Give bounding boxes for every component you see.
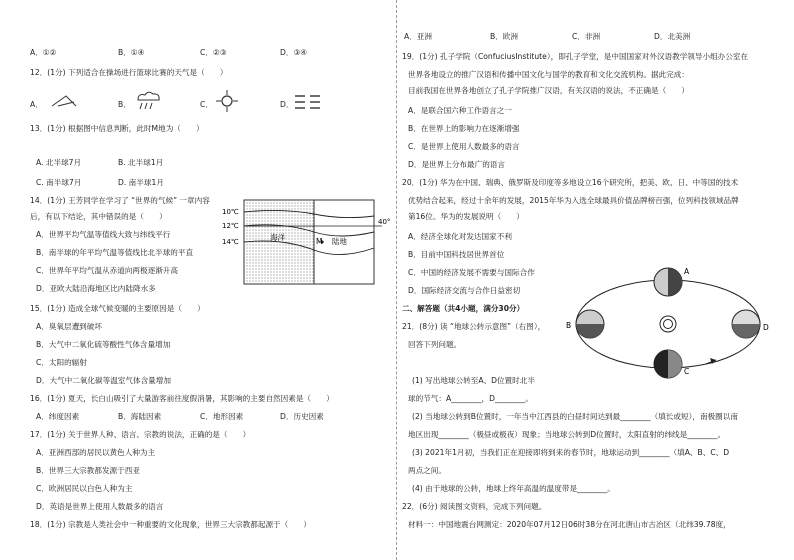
q16-option-a: A．纬度因素 xyxy=(36,412,80,421)
q17-option-b: B．世界三大宗教都发源于西亚 xyxy=(36,466,140,475)
q21-sub2-line2: 地区出现________（极昼或极夜）现象；当地球公转到D位置时，太阳直射的纬线是________。 xyxy=(408,430,726,439)
q19-option-a: A．是联合国六种工作语言之一 xyxy=(408,106,512,115)
earth-d xyxy=(732,310,760,338)
q11-option-d: D．③④ xyxy=(280,48,308,57)
q19-option-c: C．是世界上使用人数最多的语言 xyxy=(408,142,520,151)
q16-stem: 16．(1分) 夏天，长白山吸引了大量游客前往度假消暑，其影响的主要自然因素是（ ） xyxy=(30,394,334,403)
q22-stem: 22．(6分) 阅读图文资料，完成下列问题。 xyxy=(402,502,547,511)
q18-option-d: D．北美洲 xyxy=(654,32,691,41)
q21-stem-line1: 21．(8分) 读 “地球公转示意图”（右图）， xyxy=(402,322,546,331)
q12-option-d: D． xyxy=(280,100,294,109)
orbit-label-a: A xyxy=(684,267,690,276)
q21-sub3-line2: 两点之间。 xyxy=(408,466,446,475)
q13-option-c: C. 南半球7月 xyxy=(36,178,82,187)
q14-stem-line2: 后，有以下结论，其中错误的是（ ） xyxy=(30,212,167,221)
q11-option-b: B．①④ xyxy=(118,48,145,57)
isotherm-map xyxy=(222,196,394,288)
earth-c xyxy=(654,350,682,378)
q21-sub3-line1: (3) 2021年1月初，当我们正在迎接即将到来的春节时，地球运动到________（填A、B、C、D xyxy=(412,448,730,457)
orbit-label-b: B xyxy=(566,321,572,330)
q17-option-c: C．欧洲居民以白色人种为主 xyxy=(36,484,133,493)
q20-option-d: D．国际经济交流与合作日益密切 xyxy=(408,286,521,295)
q15-option-b: B．大气中二氧化硫等酸性气体含量增加 xyxy=(36,340,171,349)
column-divider xyxy=(396,0,397,560)
q21-stem-line2: 回答下列问题。 xyxy=(408,340,462,349)
q18-stem: 18．(1分) 宗教是人类社会中一种重要的文化现象，世界三大宗教都起源于（ ） xyxy=(30,520,312,529)
q15-option-d: D．大气中二氧化碳等温室气体含量增加 xyxy=(36,376,171,385)
q13-stem: 13．(1分) 根据图中信息判断，此时M地为（ ） xyxy=(30,124,204,133)
label-14c: 14℃ xyxy=(222,238,239,246)
q21-sub2-line1: (2) 当地球公转到B位置时，一年当中江西县的白昼时间达到最________（填长或短），南极圈以南 xyxy=(412,412,738,421)
q19-stem-line3: 目前我国在世界各地创立了孔子学院推广汉语，有关汉语的说法，不正确是（ ） xyxy=(408,86,689,95)
q18-option-a: A．亚洲 xyxy=(404,32,432,41)
q16-option-d: D．历史因素 xyxy=(280,412,324,421)
q14-stem-line1: 14．(1分) 王芳同学在学习了 “世界的气候” 一章内容 xyxy=(30,196,210,205)
q15-option-c: C．太阳的辐射 xyxy=(36,358,87,367)
q20-stem-line3: 第16位。华为的发展说明（ ） xyxy=(408,212,524,221)
q18-option-b: B．欧洲 xyxy=(490,32,518,41)
section-2-heading: 二、解答题（共4小题，满分30分） xyxy=(402,304,525,313)
q16-option-b: B．海陆因素 xyxy=(118,412,162,421)
rain-cloud-icon xyxy=(134,90,162,112)
q12-stem: 12．(1分) 下列适合在操场进行篮球比赛的天气是（ ） xyxy=(30,68,228,77)
q21-sub1-line1: (1) 写出地球公转至A、D位置时北半 xyxy=(412,376,535,385)
q13-option-b: B. 北半球1月 xyxy=(118,158,164,167)
material-1: 材料一：中国地震台网测定：2020年07月12日06时38分在河北唐山市古冶区（北纬39.78度， xyxy=(408,520,731,529)
q14-option-d: D．亚欧大陆沿海地区比内陆降水多 xyxy=(36,284,156,293)
q19-stem-line2: 世界各地设立的推广汉语和传播中国文化与国学的教育和文化交流机构。据此完成： xyxy=(408,70,689,79)
q12-option-a: A． xyxy=(30,100,43,109)
q21-sub4: (4) 由于地球的公转，地球上终年高温的温度带是________。 xyxy=(412,484,616,493)
q17-option-d: D．英语是世界上使用人数最多的语言 xyxy=(36,502,164,511)
q17-option-a: A．亚洲西部的居民以黄色人种为主 xyxy=(36,448,156,457)
label-sea: 海洋 xyxy=(270,233,285,242)
q12-option-c: C． xyxy=(200,100,213,109)
q20-option-a: A．经济全球化对发达国家不利 xyxy=(408,232,512,241)
q16-option-c: C．地形因素 xyxy=(200,412,244,421)
label-land: 陆地 xyxy=(332,237,347,246)
q20-option-b: B．目前中国科技居世界首位 xyxy=(408,250,505,259)
q18-option-c: C．非洲 xyxy=(572,32,601,41)
label-40deg: 40° xyxy=(378,218,391,226)
q20-stem-line1: 20．(1分) 华为在中国、瑞典、俄罗斯及印度等多地设立16个研究所，把美、欧、日、中等国的技术 xyxy=(402,178,739,187)
q15-stem: 15．(1分) 造成全球气候变暖的主要原因是（ ） xyxy=(30,304,205,313)
q19-stem-line1: 19．(1分) 孔子学院（ConfuciusInstitute），即孔子学堂，是中国国家对外汉语教学领导小组办公室在 xyxy=(402,52,749,61)
q19-option-d: D．是世界上分布最广的语言 xyxy=(408,160,505,169)
fog-icon xyxy=(294,94,324,110)
sun-core xyxy=(664,320,673,329)
label-m: M xyxy=(316,237,323,246)
q14-option-c: C．世界年平均气温从赤道向两极逐渐升高 xyxy=(36,266,178,275)
orbit-label-d: D xyxy=(763,323,769,332)
q12-option-b: B． xyxy=(118,100,131,109)
q14-option-b: B．南半球的年平均气温等值线比北半球的平直 xyxy=(36,248,194,257)
label-10c: 10℃ xyxy=(222,208,239,216)
q17-stem: 17．(1分) 关于世界人种、语言、宗教的说法，正确的是（ ） xyxy=(30,430,251,439)
q11-option-c: C．②③ xyxy=(200,48,227,57)
earth-a xyxy=(654,268,682,296)
q19-option-b: B．在世界上的影响力在逐渐增强 xyxy=(408,124,520,133)
q14-option-a: A．世界平均气温等值线大致与纬线平行 xyxy=(36,230,171,239)
q11-option-a: A．①② xyxy=(30,48,57,57)
sandstorm-icon xyxy=(50,92,78,110)
sunny-icon xyxy=(214,88,240,114)
q13-option-d: D. 南半球1月 xyxy=(118,178,164,187)
q15-option-a: A．臭氧层遭到破坏 xyxy=(36,322,102,331)
q20-stem-line2: 优势结合起来，经过十余年的发展，2015年华为入选全球最具价值品牌榜百强，位列科技领域品牌 xyxy=(408,196,739,205)
q13-option-a: A. 北半球7月 xyxy=(36,158,82,167)
earth-b xyxy=(576,310,604,338)
earth-orbit-diagram xyxy=(566,262,772,382)
q21-sub1-line2: 球的节气：A________，D________。 xyxy=(408,394,533,403)
label-12c: 12℃ xyxy=(222,222,239,230)
q20-option-c: C．中国的经济发展不需要与国际合作 xyxy=(408,268,535,277)
orbit-label-c: C xyxy=(684,367,690,376)
